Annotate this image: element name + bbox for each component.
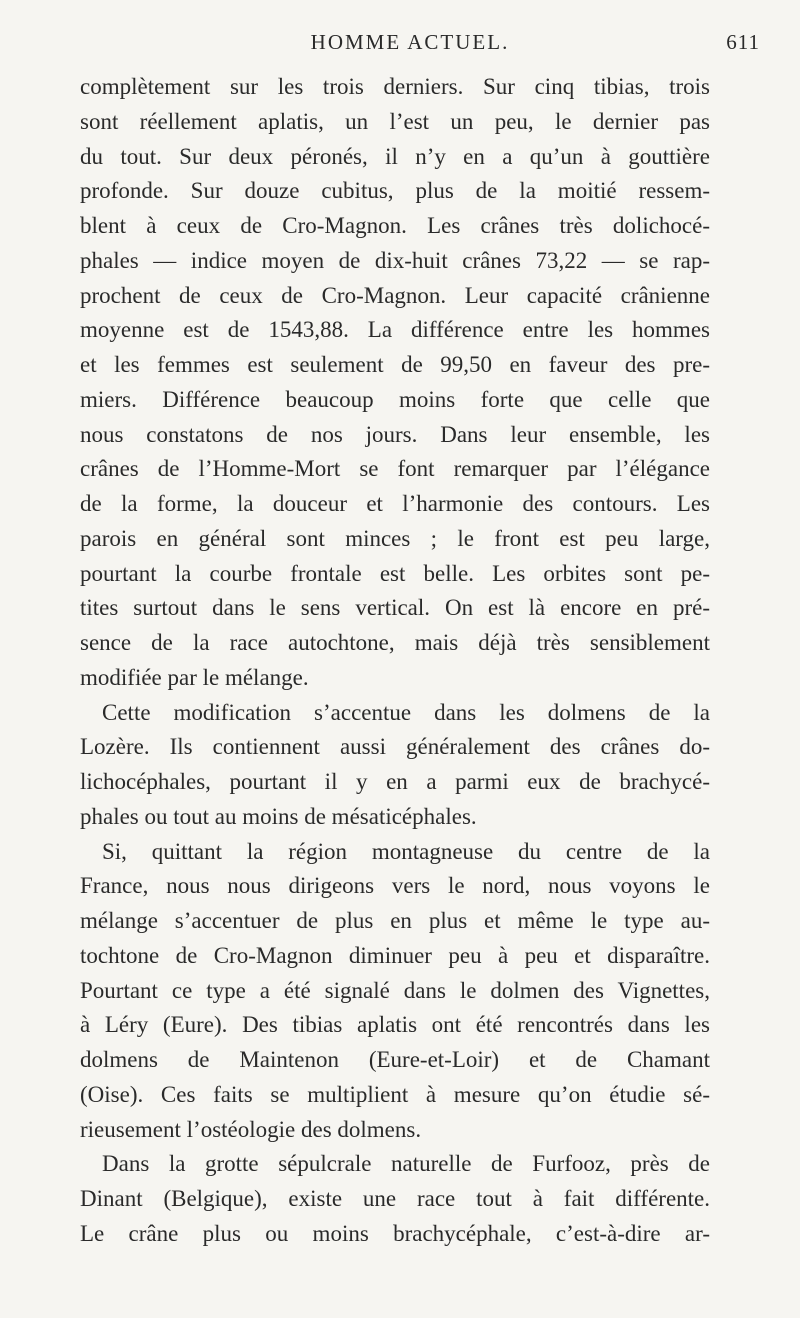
text-line: modifiée par le mélange. [80,664,309,690]
text-line: Si, quittant la région montagneuse du centre de la [102,838,710,864]
text-line: mélange s’accentuer de plus en plus et même le type au- [80,908,710,933]
running-head [60,26,760,56]
text-line: crânes de l’Homme-Mort se font remarquer par l’élégance [80,456,710,482]
text-line: blent à ceux de Cro-Magnon. Les crânes très dolichocé- [80,213,710,238]
text-line: Dinant (Belgique), existe une race tout à fait différente. [80,1186,710,1211]
text-line: sence de la race autochtone, mais déjà très sensiblement [80,630,710,655]
text-line: Dans la grotte sépulcrale naturelle de Furfooz, près de [102,1151,710,1177]
text-line: Le crâne plus ou moins brachycéphale, c’est-à-dire ar- [80,1220,710,1246]
text-line: phales ou tout au moins de mésaticéphales. [80,803,477,829]
text-line: (Oise). Ces faits se multiplient à mesure qu’on étudie sé- [80,1081,710,1107]
text-line: prochent de ceux de Cro-Magnon. Leur capacité crânienne [80,282,710,308]
text-line: Cette modification s’accentue dans les dolmens de la [102,699,710,725]
text-line: parois en général sont minces ; le front est peu large, [80,525,710,551]
text-line: profonde. Sur douze cubitus, plus de la moitié ressem- [80,178,710,204]
text-line: dolmens de Maintenon (Eure-et-Loir) et de Chamant [80,1047,710,1072]
text-line: Lozère. Ils contiennent aussi généralement des crânes do- [80,734,710,760]
text-line: nous constatons de nos jours. Dans leur ensemble, les [80,421,710,447]
text-line: Pourtant ce type a été signalé dans le dolmen des Vignettes, [80,977,710,1003]
text-line: à Léry (Eure). Des tibias aplatis ont été rencontrés dans les [80,1012,710,1038]
page-number: 611 [726,30,760,54]
text-line: du tout. Sur deux péronés, il n’y en a qu’un à gouttière [80,143,710,169]
text-line: sont réellement aplatis, un l’est un peu, le dernier pas [80,108,710,134]
body-text [80,70,710,1252]
text-line: rieusement l’ostéologie des dolmens. [80,1116,422,1142]
text-line: tochtone de Cro-Magnon diminuer peu à peu et disparaître. [80,942,710,968]
text-line: tites surtout dans le sens vertical. On est là encore en pré- [80,595,710,621]
text-line: complètement sur les trois derniers. Sur cinq tibias, trois [80,74,710,99]
text-line: France, nous nous dirigeons vers le nord, nous voyons le [80,873,710,899]
text-line: moyenne est de 1543,88. La différence entre les hommes [80,317,710,343]
running-title: HOMME ACTUEL. [310,30,510,54]
text-line: pourtant la courbe frontale est belle. Les orbites sont pe- [80,560,710,586]
text-line: de la forme, la douceur et l’harmonie des contours. Les [80,491,710,516]
text-line: phales — indice moyen de dix-huit crânes 73,22 — se rap- [80,247,710,273]
text-line: et les femmes est seulement de 99,50 en faveur des pre- [80,352,710,377]
text-line: miers. Différence beaucoup moins forte que celle que [80,386,710,412]
text-line: lichocéphales, pourtant il y en a parmi eux de brachycé- [80,769,710,794]
